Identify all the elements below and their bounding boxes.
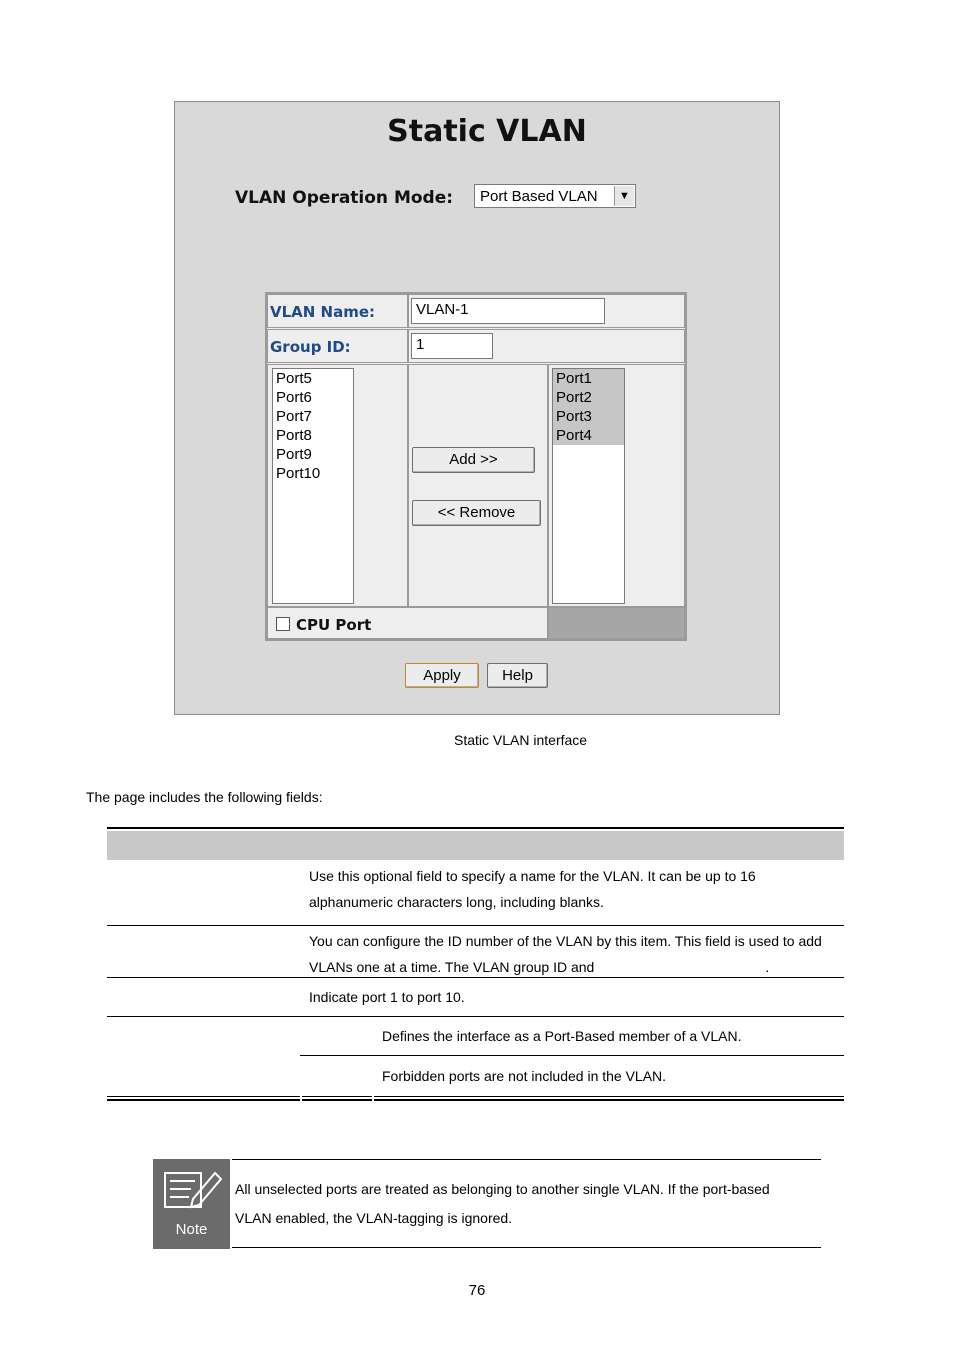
apply-button[interactable]: Apply bbox=[405, 663, 479, 688]
remove-port-button[interactable]: << Remove bbox=[412, 500, 541, 526]
add-port-button[interactable]: Add >> bbox=[412, 447, 535, 473]
port-option[interactable]: Port6 bbox=[276, 389, 312, 406]
table-rule bbox=[107, 1016, 844, 1017]
vlan-form bbox=[265, 292, 687, 641]
group-id-label-cell bbox=[267, 329, 408, 363]
vlan-name-field-cell bbox=[408, 294, 685, 328]
cpu-port-cell bbox=[267, 607, 548, 639]
note-icon bbox=[153, 1159, 230, 1249]
note-bottom-rule bbox=[232, 1247, 821, 1248]
cpu-port-filler bbox=[548, 607, 685, 639]
page-number: 76 bbox=[468, 1282, 486, 1299]
port-option[interactable]: Port2 bbox=[553, 388, 624, 407]
note-text: All unselected ports are treated as belonging to another single VLAN. If the port-based VLAN enabled, the VLAN-tagging is ignored. bbox=[235, 1181, 770, 1226]
vlan-mode-select[interactable] bbox=[474, 184, 636, 208]
page-title: Static VLAN bbox=[387, 114, 587, 149]
available-ports-list[interactable] bbox=[272, 368, 354, 604]
cpu-port-checkbox[interactable] bbox=[276, 617, 290, 631]
note-word: Note bbox=[175, 1221, 208, 1238]
available-ports-cell bbox=[267, 364, 408, 607]
table-rule bbox=[107, 977, 844, 978]
vlan-name-input[interactable]: VLAN-1 bbox=[411, 298, 605, 324]
port-option[interactable]: Port4 bbox=[553, 426, 624, 445]
table-header-row bbox=[107, 831, 844, 860]
figure-caption: Static VLAN interface bbox=[454, 732, 588, 748]
vlan-mode-label: VLAN Operation Mode: bbox=[235, 188, 454, 208]
port-option[interactable]: Port10 bbox=[276, 465, 321, 482]
cpu-port-label: CPU Port bbox=[296, 616, 372, 634]
ports-desc: Indicate port 1 to port 10. bbox=[309, 989, 465, 1005]
chevron-down-icon[interactable]: ▼ bbox=[614, 186, 634, 206]
note-top-rule bbox=[232, 1159, 821, 1160]
forbidden-desc: Forbidden ports are not included in the VLAN. bbox=[382, 1068, 667, 1084]
port-action-cell bbox=[408, 364, 548, 607]
static-vlan-screenshot bbox=[174, 101, 780, 715]
port-option[interactable]: Port7 bbox=[276, 408, 312, 425]
pencil-note-icon bbox=[153, 1159, 230, 1221]
table-rule bbox=[107, 925, 844, 926]
table-rule bbox=[300, 1055, 844, 1056]
group-id-label: Group ID: bbox=[270, 338, 351, 356]
vlan-name-label-cell bbox=[267, 294, 408, 328]
vlan-name-label: VLAN Name: bbox=[270, 303, 376, 321]
intro-text: The page includes the following fields: bbox=[86, 789, 323, 805]
port-option[interactable]: Port5 bbox=[276, 370, 312, 387]
port-option[interactable]: Port3 bbox=[553, 407, 624, 426]
group-id-field-cell bbox=[408, 329, 685, 363]
help-button[interactable]: Help bbox=[487, 663, 548, 688]
member-ports-list[interactable] bbox=[552, 368, 625, 604]
port-option[interactable]: Port9 bbox=[276, 446, 312, 463]
group-id-desc: You can configure the ID number of the VLAN by this item. This field is used to add VLANs one at a time. The VLAN group ID and . bbox=[309, 933, 822, 975]
port-option[interactable]: Port1 bbox=[553, 369, 624, 388]
member-desc: Defines the interface as a Port-Based member of a VLAN. bbox=[382, 1028, 742, 1044]
table-top-rule bbox=[107, 827, 844, 829]
table-bottom-rule bbox=[107, 1096, 844, 1097]
port-option[interactable]: Port8 bbox=[276, 427, 312, 444]
vlan-mode-value: Port Based VLAN bbox=[480, 188, 598, 205]
table-bottom-rule bbox=[107, 1099, 844, 1101]
vlan-name-desc: Use this optional field to specify a name for the VLAN. It can be up to 16 alphanumeric characters long, including blanks. bbox=[309, 868, 756, 910]
group-id-input[interactable]: 1 bbox=[411, 333, 493, 359]
member-ports-cell bbox=[548, 364, 685, 607]
